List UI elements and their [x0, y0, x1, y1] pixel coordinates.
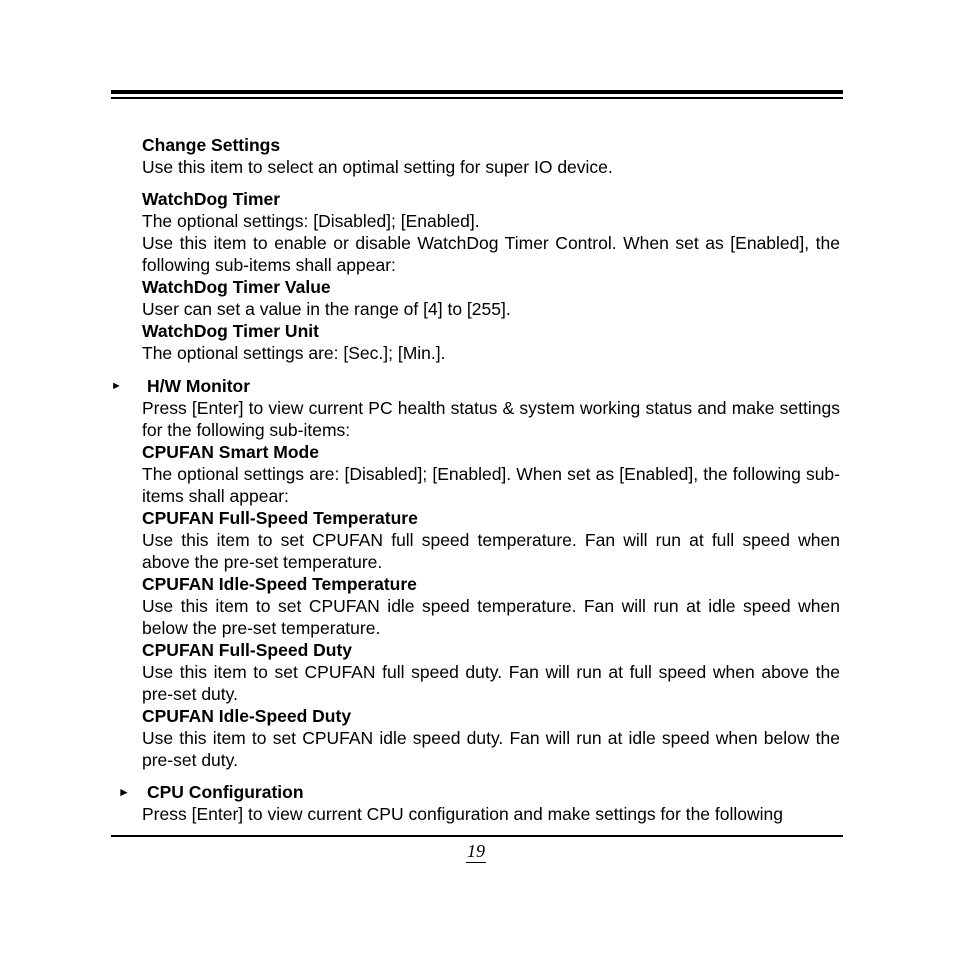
- heading-hw-monitor: H/W Monitor: [147, 376, 251, 396]
- page-content: [111, 134, 840, 825]
- text-watchdog-timer-unit: The optional settings are: [Sec.]; [Min.].: [142, 343, 446, 363]
- heading-cpufan-idle-speed-temp: CPUFAN Idle-Speed Temperature: [142, 574, 417, 594]
- section-cpu-configuration: [118, 781, 840, 803]
- text-watchdog-timer-value: User can set a value in the range of [4] to [255].: [142, 299, 511, 319]
- text-cpufan-idle-speed-temp: Use this item to set CPUFAN idle speed temperature. Fan will run at idle speed when below the pre-set temperature.: [142, 596, 840, 638]
- heading-change-settings: Change Settings: [142, 135, 281, 155]
- text-cpufan-full-speed-duty: Use this item to set CPUFAN full speed duty. Fan will run at full speed when above the pre-set duty.: [142, 662, 840, 704]
- text-cpufan-smart-mode: The optional settings are: [Disabled]; [Enabled]. When set as [Enabled], the following sub-items shall appear:: [142, 464, 840, 506]
- text-cpufan-idle-speed-duty: Use this item to set CPUFAN idle speed duty. Fan will run at idle speed when below the pre-set duty.: [142, 728, 840, 770]
- heading-cpufan-idle-speed-duty: CPUFAN Idle-Speed Duty: [142, 706, 352, 726]
- text-cpu-configuration: Press [Enter] to view current CPU configuration and make settings for the following: [142, 804, 783, 824]
- bullet-arrow-icon: ►: [118, 785, 130, 799]
- footer-rule: [111, 835, 843, 837]
- heading-watchdog-timer-value: WatchDog Timer Value: [142, 277, 331, 297]
- bullet-arrow-icon: ►: [111, 380, 122, 392]
- section-hw-monitor: [111, 375, 840, 397]
- heading-watchdog-timer-unit: WatchDog Timer Unit: [142, 321, 319, 341]
- heading-cpufan-full-speed-duty: CPUFAN Full-Speed Duty: [142, 640, 353, 660]
- header-rule-thin: [111, 97, 843, 99]
- header-rule-thick: [111, 90, 843, 94]
- text-hw-monitor: Press [Enter] to view current PC health status & system working status and make settings for the following sub-items:: [142, 398, 840, 440]
- text-watchdog-timer: Use this item to enable or disable WatchDog Timer Control. When set as [Enabled], the following sub-items shall appear:: [142, 233, 840, 275]
- text-watchdog-options: The optional settings: [Disabled]; [Enabled].: [142, 211, 480, 231]
- heading-watchdog-timer: WatchDog Timer: [142, 189, 281, 209]
- heading-cpufan-full-speed-temp: CPUFAN Full-Speed Temperature: [142, 508, 418, 528]
- text-cpufan-full-speed-temp: Use this item to set CPUFAN full speed temperature. Fan will run at full speed when above the pre-set temperature.: [142, 530, 840, 572]
- page-number: 19: [467, 841, 485, 861]
- heading-cpufan-smart-mode: CPUFAN Smart Mode: [142, 442, 319, 462]
- text-change-settings: Use this item to select an optimal setting for super IO device.: [142, 157, 613, 177]
- heading-cpu-configuration: CPU Configuration: [147, 782, 304, 802]
